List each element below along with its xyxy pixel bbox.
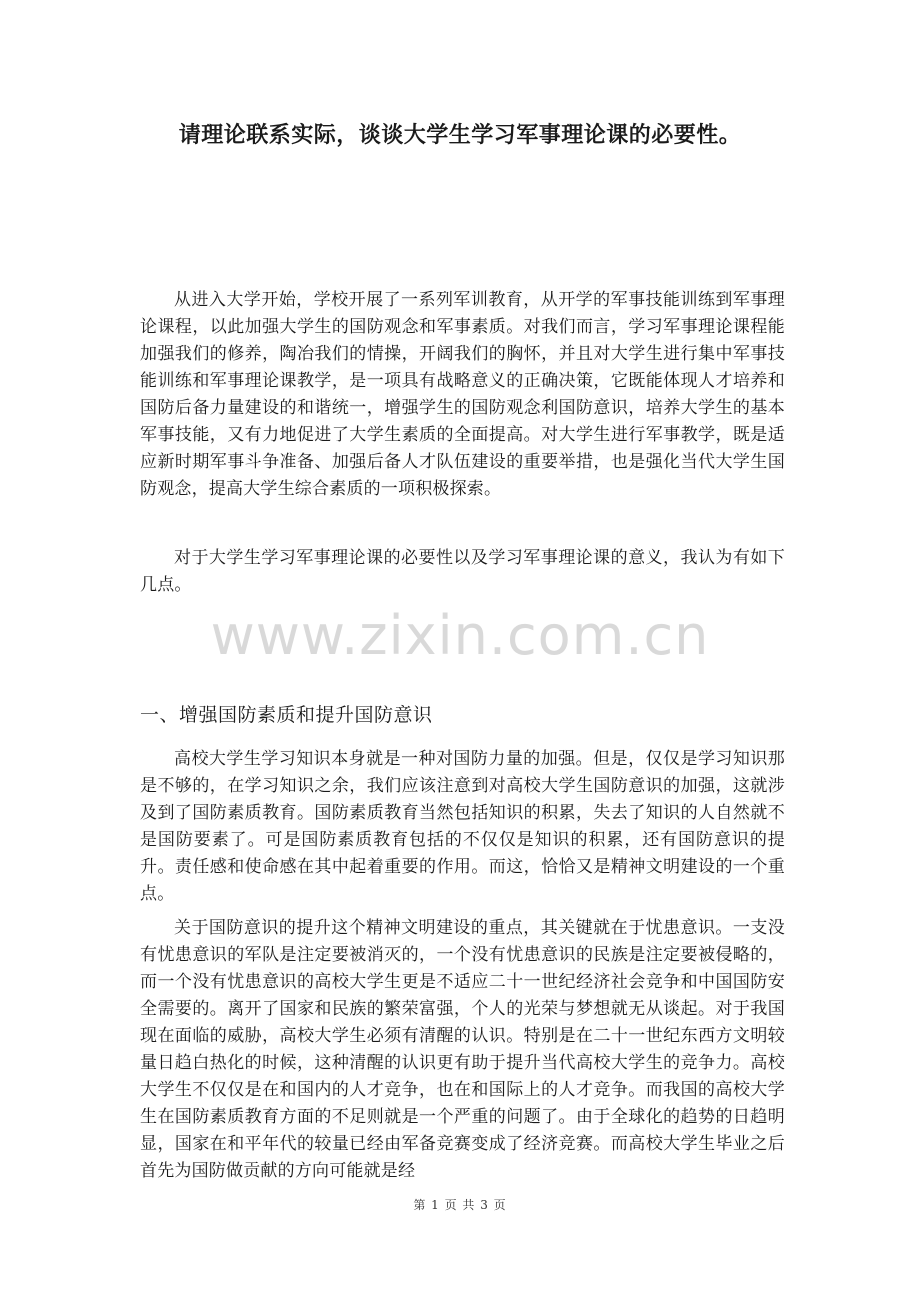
section-paragraph: 高校大学生学习知识本身就是一种对国防力量的加强。但是，仅仅是学习知识那是不够的，在学习知识之余，我们应该注意到对高校大学生国防意识的加强，这就涉及到了国防素质教育。国防素质教育当然包括知识的积累，失去了知识的人自然就不是国防要素了。可是国防素质教育包括的不仅仅是知识的积累，还有国防意识的提升。责任感和使命感在其中起着重要的作用。而这，恰恰又是精神文明建设的一个重点。	[140, 749, 785, 904]
watermark: www.zixin.com.cn	[210, 604, 710, 667]
section-paragraph: 关于国防意识的提升这个精神文明建设的重点，其关键就在于忧患意识。一支没有忧患意识的军队是注定要被消灭的，一个没有忧患意识的民族是注定要被侵略的，而一个没有忧患意识的高校大学生更是不适应二十一世纪经济社会竞争和中国国防安全需要的。离开了国家和民族的繁荣富强，个人的光荣与梦想就无从谈起。对于我国现在面临的威胁，高校大学生必须有清醒的认识。特别是在二十一世纪东西方文明较量日趋白热化的时候，这种清醒的认识更有助于提升当代高校大学生的竞争力。高校大学生不仅仅是在和国内的人才竞争，也在和国际上的人才竞争。而我国的高校大学生在国防素质教育方面的不足则就是一个严重的问题了。由于全球化的趋势的日趋明显，国家在和平年代的较量已经由军备竞赛变成了经济竞赛。而高校大学生毕业之后首先为国防做贡献的方向可能就是经	[140, 918, 785, 1181]
page-footer: 第 1 页 共 3 页	[413, 1198, 507, 1212]
section-heading: 一、增强国防素质和提升国防意识	[140, 704, 433, 726]
document-title: 请理论联系实际，谈谈大学生学习军事理论课的必要性。	[178, 122, 742, 148]
points-intro-paragraph: 对于大学生学习军事理论课的必要性以及学习军事理论课的意义，我认为有如下几点。	[140, 548, 785, 595]
intro-paragraph: 从进入大学开始，学校开展了一系列军训教育，从开学的军事技能训练到军事理论课程，以此加强大学生的国防观念和军事素质。对我们而言，学习军事理论课程能加强我们的修养，陶冶我们的情操，开阔我们的胸怀，并且对大学生进行集中军事技能训练和军事理论课教学，是一项具有战略意义的正确决策，它既能体现人才培养和国防后备力量建设的和谐统一，增强学生的国防观念利国防意识，培养大学生的基本军事技能，又有力地促进了大学生素质的全面提高。对大学生进行军事教学，既是适应新时期军事斗争准备、加强后备人才队伍建设的重要举措，也是强化当代大学生国防观念，提高大学生综合素质的一项积极探索。	[140, 290, 785, 499]
